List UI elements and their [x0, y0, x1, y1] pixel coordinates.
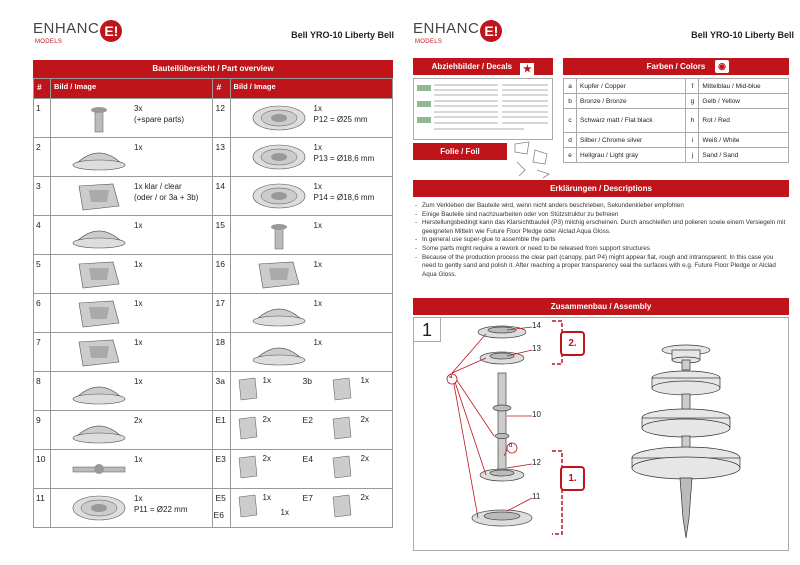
- part-note: P11 = Ø22 mm: [134, 505, 188, 514]
- part-image-cell: [51, 372, 213, 411]
- instructions-page: [400, 0, 800, 565]
- parts-overview-header: Bauteilübersicht / Part overview: [33, 60, 393, 78]
- part-number: 14: [213, 177, 230, 216]
- part-qty: 1x: [262, 376, 271, 385]
- color-code: e: [564, 148, 577, 163]
- callout-12: 12: [532, 458, 541, 467]
- part-quantity: [134, 298, 142, 309]
- part-note: (+spare parts): [134, 115, 185, 124]
- part-image-cell: [230, 333, 392, 372]
- parts-row: [34, 99, 393, 138]
- part-thumbnail: [249, 258, 309, 290]
- part-number-label: E3: [215, 454, 226, 464]
- part-thumbnail: [329, 491, 355, 521]
- part-qty: 1x: [313, 143, 322, 152]
- part-note: P12 = Ø25 mm: [313, 115, 368, 124]
- part-qty: 1x: [134, 377, 143, 386]
- color-row: [564, 79, 789, 94]
- part-qty: 1x: [313, 221, 322, 230]
- step-number: 1: [414, 318, 441, 342]
- description-item: - Zum Verkleben der Bauteile wird, wenn nicht anders beschrieben, Sekundenkleber empfohlen: [413, 202, 789, 211]
- part-qty: 2x: [134, 416, 143, 425]
- part-number: E6: [213, 510, 224, 520]
- part-thumbnail: [235, 491, 261, 521]
- color-name: Bronze / Bronze: [577, 94, 686, 109]
- part-quantity: [314, 298, 322, 309]
- callout-d: d: [509, 443, 513, 449]
- part-image-cell: [51, 99, 213, 138]
- part-image-cell: [51, 138, 213, 177]
- part-number: 4: [34, 216, 51, 255]
- part-number: 6: [34, 294, 51, 333]
- assembly-header: Zusammenbau / Assembly: [413, 298, 789, 315]
- color-name: Sand / Sand: [699, 148, 789, 163]
- part-qty: 2x: [360, 493, 369, 502]
- color-row: [564, 109, 789, 133]
- part-qty: 1x: [313, 299, 322, 308]
- part-image-cell: [51, 450, 213, 489]
- color-name: Hellgrau / Light gray: [577, 148, 686, 163]
- part-image-cell: [51, 333, 213, 372]
- callout-10: 10: [532, 410, 541, 419]
- brand-e-badge: E!: [480, 20, 502, 42]
- part-qty: 1x: [134, 338, 143, 347]
- part-qty: 2x: [360, 454, 369, 463]
- color-code: b: [564, 94, 577, 109]
- part-thumbnail: [69, 258, 129, 290]
- part-quantity: [134, 337, 142, 348]
- parts-row: [34, 177, 393, 216]
- color-code: c: [564, 109, 577, 133]
- part-qty: 1x: [360, 376, 369, 385]
- part-qty: 1x: [134, 455, 143, 464]
- color-code: g: [686, 94, 699, 109]
- assembly-drawing: [414, 318, 788, 550]
- part-number: 7: [34, 333, 51, 372]
- exploded-view: [472, 326, 532, 526]
- part-quantity: [134, 181, 198, 203]
- assembly-diagram: [413, 317, 789, 551]
- part-quantity: [134, 376, 142, 387]
- part-number: E2: [302, 415, 313, 425]
- part-qty: 1x: [134, 260, 143, 269]
- part-quantity: [134, 415, 142, 426]
- brand-logo: [33, 20, 122, 50]
- parts-row: [34, 216, 393, 255]
- parts-row: [34, 138, 393, 177]
- part-qty: 1x: [313, 260, 322, 269]
- part-thumbnail: [249, 180, 309, 212]
- part-qty: 1x: [134, 221, 143, 230]
- part-number: E4: [302, 454, 313, 464]
- part-number: 3: [34, 177, 51, 216]
- part-image-cell: [230, 372, 392, 411]
- part-quantity: [134, 103, 184, 125]
- color-row: [564, 133, 789, 148]
- part-thumbnail: [235, 374, 261, 404]
- color-code: f: [686, 79, 699, 94]
- part-image-cell: [51, 216, 213, 255]
- part-number: E7: [302, 493, 313, 503]
- col-image: Bild / Image: [51, 79, 213, 99]
- step-badge-2: 2.: [560, 331, 585, 356]
- color-row: [564, 148, 789, 163]
- colors-header-label: Farben / Colors: [646, 62, 706, 71]
- part-number: 10: [34, 450, 51, 489]
- part-quantity: [314, 337, 322, 348]
- part-quantity: [134, 142, 142, 153]
- color-row: [564, 94, 789, 109]
- assembled-view: [632, 345, 740, 538]
- brand-name: ENHANC: [33, 20, 100, 37]
- part-qty: 1x: [313, 104, 322, 113]
- part-thumbnail: [249, 336, 309, 368]
- part-qty: 2x: [262, 454, 271, 463]
- brand-e-badge: E!: [100, 20, 122, 42]
- part-number: 2: [34, 138, 51, 177]
- color-name: Gelb / Yellow: [699, 94, 789, 109]
- callout-11: 11: [532, 492, 541, 501]
- part-quantity: [314, 259, 322, 270]
- color-code: i: [686, 133, 699, 148]
- decals-header: [413, 58, 553, 75]
- part-image-cell: [230, 99, 392, 138]
- part-quantity: [314, 103, 368, 125]
- description-item: - Herstellungsbedingt kann das Klarsichtbauteil (P3) milchig erscheinen. Durch anschleifen und polieren sowie einem Versiegeln mit geeigneten Mitteln wie Future Floor Pledge oder Alclad Aqua Gloss.: [413, 219, 789, 236]
- part-thumbnail: [69, 219, 129, 251]
- color-name: Weiß / White: [699, 133, 789, 148]
- part-thumbnail: [249, 102, 309, 134]
- part-quantity: [314, 220, 322, 231]
- part-qty: 1x: [262, 493, 271, 502]
- part-number: [213, 411, 230, 450]
- part-image-cell: [230, 411, 392, 450]
- part-thumbnail: [235, 452, 261, 482]
- part-quantity: [314, 181, 375, 203]
- part-image-cell: [230, 450, 392, 489]
- part-thumbnail: [249, 141, 309, 173]
- part-thumbnail: [69, 102, 129, 134]
- part-number: 5: [34, 255, 51, 294]
- color-code: a: [564, 79, 577, 94]
- col-num: #: [34, 79, 51, 99]
- part-quantity: [134, 454, 142, 465]
- part-quantity: [134, 259, 142, 270]
- part-thumbnail: [69, 336, 129, 368]
- parts-row: [34, 294, 393, 333]
- parts-row: [34, 489, 393, 528]
- description-item: - Einige Bauteile sind nachzuarbeiten oder von Stützstruktur zu befreien: [413, 211, 789, 220]
- part-number: [213, 372, 230, 411]
- part-number: [213, 489, 230, 528]
- part-qty: 2x: [360, 415, 369, 424]
- parts-row: [34, 372, 393, 411]
- part-note: P14 = Ø18,6 mm: [313, 193, 375, 202]
- part-image-cell: [230, 255, 392, 294]
- description-item: - Because of the production process the clear part (canopy, part P4) might appear flat, rough and intransparent. In this case you need to gently sand and polish it. After reaching a proper transparency seal the surfaces with e.g. Future Floor Pledge or Alclad Aqua Gloss.: [413, 254, 789, 280]
- part-note: P13 = Ø18,6 mm: [313, 154, 375, 163]
- part-qty: 1x: [134, 143, 143, 152]
- part-thumbnail: [69, 414, 129, 446]
- part-thumbnail: [69, 297, 129, 329]
- parts-table: [33, 78, 393, 528]
- brand-name: ENHANC: [413, 20, 480, 37]
- color-name: Schwarz matt / Flat black: [577, 109, 686, 133]
- step-badge-1: 1.: [560, 466, 585, 491]
- part-thumbnail: [235, 413, 261, 443]
- part-qty: 2x: [262, 415, 271, 424]
- page-title: Bell YRO-10 Liberty Bell: [291, 30, 394, 40]
- colors-table: [563, 78, 789, 163]
- part-number: 3b: [302, 376, 312, 386]
- parts-row: [34, 450, 393, 489]
- part-qty: 3x: [134, 104, 143, 113]
- parts-row: [34, 411, 393, 450]
- color-code: d: [564, 133, 577, 148]
- part-number: 13: [213, 138, 230, 177]
- part-thumbnail: [69, 453, 129, 485]
- part-image-cell: [230, 294, 392, 333]
- part-number-label: E1: [215, 415, 226, 425]
- part-number: 8: [34, 372, 51, 411]
- callout-a: a: [449, 374, 453, 380]
- part-image-cell: [230, 216, 392, 255]
- part-qty: 1x klar / clear: [134, 182, 182, 191]
- part-image-cell: [51, 255, 213, 294]
- part-qty: 1x: [134, 299, 143, 308]
- part-number: 11: [34, 489, 51, 528]
- part-number: 15: [213, 216, 230, 255]
- part-thumbnail: [329, 413, 355, 443]
- callout-14: 14: [532, 321, 541, 330]
- part-thumbnail: [69, 375, 129, 407]
- part-number: 18: [213, 333, 230, 372]
- part-number: 16: [213, 255, 230, 294]
- color-name: Kupfer / Copper: [577, 79, 686, 94]
- part-number-label: 3a: [215, 376, 225, 386]
- part-qty: 1x: [280, 508, 289, 517]
- foil-image: [511, 140, 555, 180]
- page-title: Bell YRO-10 Liberty Bell: [691, 30, 794, 40]
- decals-header-label: Abziehbilder / Decals: [431, 62, 513, 71]
- part-image-cell: [230, 138, 392, 177]
- parts-row: [34, 333, 393, 372]
- part-image-cell: [51, 489, 213, 528]
- star-icon: ★: [520, 63, 534, 77]
- part-number: 9: [34, 411, 51, 450]
- paint-drop-icon: ◉: [715, 60, 729, 73]
- color-name: Mittelblau / Mid-blue: [699, 79, 789, 94]
- part-image-cell: [51, 177, 213, 216]
- parts-row: [34, 255, 393, 294]
- part-thumbnail: [329, 374, 355, 404]
- part-number: 12: [213, 99, 230, 138]
- col-image: Bild / Image: [230, 79, 392, 99]
- brand-sub: MODELS: [415, 39, 443, 45]
- part-thumbnail: [249, 297, 309, 329]
- part-image-cell: [230, 177, 392, 216]
- descriptions-list: [413, 202, 789, 279]
- color-name: Silber / Chrome silver: [577, 133, 686, 148]
- part-qty: 1x: [134, 494, 143, 503]
- foil-header: Folie / Foil: [413, 143, 507, 160]
- brand-logo: [413, 20, 502, 50]
- part-thumbnail: [69, 180, 129, 212]
- description-item: - Some parts might require a rework or need to be released from support structures: [413, 245, 789, 254]
- colors-header: [563, 58, 789, 75]
- decal-sheet: [413, 78, 553, 140]
- callout-13: 13: [532, 344, 541, 353]
- part-qty: 1x: [313, 182, 322, 191]
- part-number: 17: [213, 294, 230, 333]
- part-quantity: [134, 493, 187, 515]
- brand-sub: MODELS: [35, 39, 63, 45]
- part-thumbnail: [249, 219, 309, 251]
- description-item: - In general use super-glue to assemble the parts: [413, 236, 789, 245]
- part-thumbnail: [329, 452, 355, 482]
- part-number: 1: [34, 99, 51, 138]
- color-name: Rot / Red: [699, 109, 789, 133]
- descriptions-header: Erklärungen / Descriptions: [413, 180, 789, 197]
- part-note: (oder / or 3a + 3b): [134, 193, 199, 202]
- part-image-cell: [51, 411, 213, 450]
- part-thumbnail: [69, 492, 129, 524]
- color-code: h: [686, 109, 699, 133]
- part-qty: 1x: [313, 338, 322, 347]
- part-thumbnail: [69, 141, 129, 173]
- part-number: [213, 450, 230, 489]
- col-num: #: [213, 79, 230, 99]
- part-quantity: [134, 220, 142, 231]
- part-quantity: [314, 142, 375, 164]
- part-image-cell: [51, 294, 213, 333]
- color-code: j: [686, 148, 699, 163]
- part-number-label: E5: [215, 493, 226, 503]
- decal-sheet-image: [414, 79, 552, 139]
